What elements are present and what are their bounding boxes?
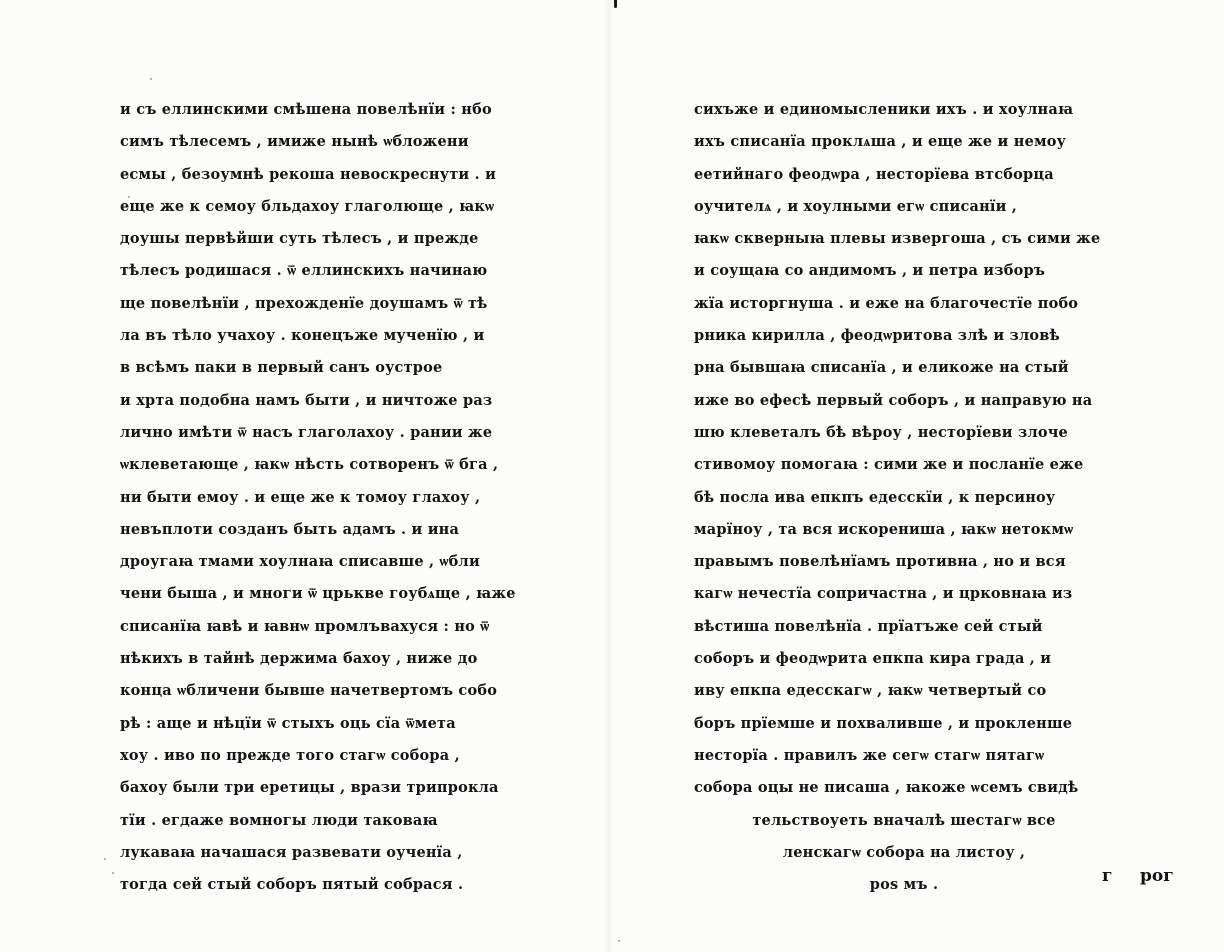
- text-line: ни быти емоу . и еще же к томоу глахоу ,: [120, 488, 481, 506]
- text-line: несторїа . правилъ же сегѡ стагѡ пятагѡ: [694, 746, 1045, 764]
- text-line: лукаваꙗ начашася развевати оученїа ,: [120, 843, 463, 861]
- text-line: тельствоуеть вначалѣ шестагѡ все: [752, 811, 1056, 829]
- text-line: оучителѧ , и хоулными егѡ списанїи ,: [694, 197, 1018, 215]
- text-line: бахоу были три еретицы , врази трипрокла: [120, 779, 499, 797]
- text-line: жїа исторгнуша . и еже на благочестїе побо: [694, 294, 1079, 312]
- text-line: соборъ и феодѡрита епкпа кира града , и: [694, 650, 1052, 668]
- text-line: и съ еллинскими смѣшена повелѣнїи : нбо: [120, 101, 492, 118]
- text-line: и соущаꙗ со андимомъ , и петра изборъ: [694, 262, 1046, 280]
- text-line: и хрта подобна намъ быти , и ничтоже раз: [120, 391, 493, 409]
- text-line: боръ прїемше и похваливше , и прокленше: [694, 714, 1073, 732]
- paper-speck: [150, 78, 152, 80]
- page-gutter: [604, 0, 614, 952]
- text-line: ихъ списанїа проклѧша , и еще же и немоу: [694, 133, 1067, 151]
- text-line: ще повелѣнїи , прехожденїе доушамъ ѿ тѣ: [120, 294, 488, 312]
- text-line: доушы первѣйши суть тѣлесъ , и прежде: [120, 230, 479, 248]
- text-line: есмы , безоумнѣ рекоша невоскреснути . и: [120, 165, 497, 183]
- right-page-text: [694, 94, 1114, 901]
- left-page-text: [120, 94, 540, 901]
- text-line: чени быша , и многи ѿ црькве гоубѧще , ꙗже: [120, 585, 516, 603]
- text-line: списанїꙗ ꙗвѣ и ꙗвнѡ промлъвахуся : но ѿ: [120, 617, 490, 635]
- text-line: стивомоу помогаꙗ : сими же и посланїе еже: [694, 456, 1084, 474]
- text-line: дроугаꙗ тмами хоулнаꙗ списавше , ѡбли: [120, 553, 480, 571]
- paper-speck: [104, 858, 106, 860]
- text-line: собора оцы не писаша , ꙗкоже ѡсемъ свидѣ: [694, 779, 1079, 797]
- text-line: бѣ посла ива епкпъ едесскїи , к персиноу: [694, 488, 1056, 506]
- top-ink-mark: [614, 0, 617, 8]
- text-line: еетийнаго феодѡра , несторїева втсборца: [694, 165, 1054, 183]
- text-line: ленскагѡ собора на листоу ,: [782, 843, 1026, 861]
- text-line: симъ тѣлесемъ , имиже нынѣ ѡбложени: [120, 133, 469, 151]
- text-line: кагѡ нечестїа сопричастна , и црковнаꙗ из: [694, 585, 1073, 603]
- text-line: ꙗкѡ скверныꙗ плевы извергоша , съ сими же: [694, 230, 1101, 248]
- paper-speck: [618, 940, 620, 942]
- text-line: рника кирилла , феодѡритова злѣ и зловѣ: [694, 327, 1060, 345]
- text-line: иву епкпа едесскагѡ , ꙗкѡ четвертый со: [694, 682, 1047, 700]
- text-line: вѣстиша повелѣнїа . прїатъже сей стый: [694, 617, 1043, 635]
- text-line: правымъ повелѣнїамъ противна , но и вся: [694, 553, 1066, 571]
- text-line: ла въ тѣло учахоу . конецъже мученїю , и: [120, 327, 485, 345]
- paper-speck: [112, 872, 114, 874]
- text-line: сихъже и единомысленики ихъ . и хоулнаꙗ: [694, 101, 1074, 118]
- text-line: тѣлесъ родишася . ѿ еллинскихъ начинаю: [120, 262, 488, 280]
- text-line: рна бывшаꙗ списанїа , и еликоже на стый: [694, 359, 1069, 377]
- text-line: лично имѣти ѿ насъ глаголахоу . рании же: [120, 423, 493, 441]
- folio-number-letter: г: [1102, 866, 1113, 886]
- text-line: ѡклеветающе , ꙗкѡ нѣсть сотворенъ ѿ бга ,: [120, 456, 499, 474]
- text-line: невъплоти созданъ быть адамъ . и ина: [120, 520, 460, 538]
- text-line: роѕ мъ .: [869, 876, 939, 894]
- text-line: тогда сей стый соборъ пятый собрася .: [120, 876, 464, 894]
- text-line: в всѣмъ паки в первый санъ оустрое: [120, 359, 443, 377]
- text-line: конца ѡбличени бывше начетвертомъ собо: [120, 682, 498, 700]
- text-line: нѣкихъ в тайнѣ держима бахоу , ниже до: [120, 650, 478, 668]
- text-line: еще же к семоу бльдахоу глаголюще , ꙗкѡ: [120, 197, 495, 215]
- text-line: иже во ефесѣ первый соборъ , и направую на: [694, 391, 1093, 409]
- folio-number: рог: [1140, 866, 1174, 886]
- text-line: марїноу , та вся искорениша , ꙗкѡ нетокмѡ: [694, 520, 1074, 538]
- text-line: рѣ : аще и нѣцїи ѿ стыхъ оць сїа ѿмета: [120, 714, 456, 732]
- text-line: шю клеветалъ бѣ вѣроу , несторїеви злоче: [694, 423, 1068, 441]
- text-line: тїи . егдаже вомногы люди таковаꙗ: [120, 811, 438, 829]
- text-line: хоу . иво по прежде того стагѡ собора ,: [120, 746, 460, 764]
